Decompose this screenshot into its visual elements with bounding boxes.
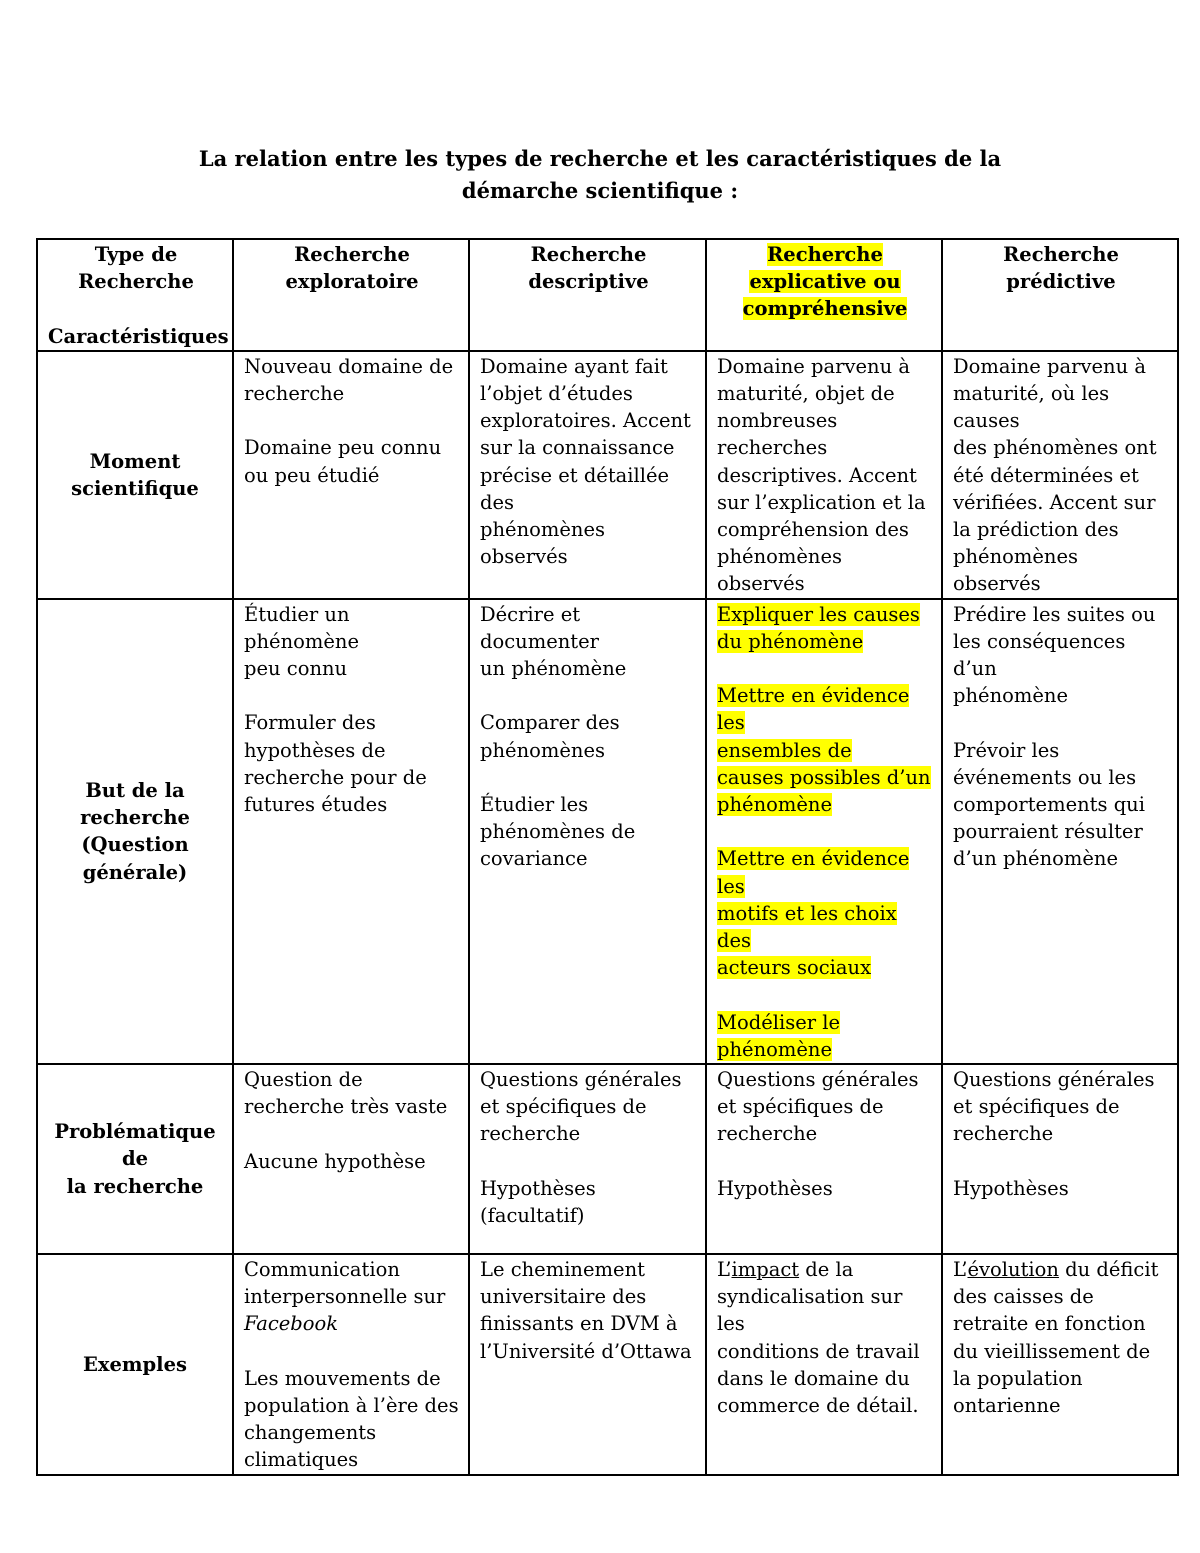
cell-line: Le cheminement bbox=[480, 1258, 645, 1282]
cell-line: covariance bbox=[480, 847, 588, 871]
column-header-descriptive bbox=[469, 239, 706, 351]
cell-but-predictive bbox=[942, 599, 1178, 1064]
row-label-line: Problématique bbox=[54, 1120, 216, 1144]
cell-line: phénomènes observés bbox=[480, 518, 606, 569]
cell-line: syndicalisation sur les bbox=[717, 1285, 903, 1336]
highlighted-line: motifs et les choix des bbox=[717, 901, 897, 953]
cell-text: de la bbox=[799, 1258, 854, 1282]
cell-line: phénomène bbox=[953, 684, 1069, 708]
cell-line: pourraient résulter bbox=[953, 820, 1143, 844]
cell-line: été déterminées et bbox=[953, 463, 1139, 487]
cell-line: futures études bbox=[244, 793, 388, 817]
corner-recherche: Recherche bbox=[78, 270, 194, 294]
cell-exemples-exploratoire bbox=[233, 1254, 469, 1475]
cell-problematique-exploratoire bbox=[233, 1064, 469, 1254]
cell-line: la population bbox=[953, 1366, 1083, 1390]
highlighted-line: phénomène bbox=[717, 793, 833, 817]
highlighted-line: Expliquer les causes bbox=[717, 602, 920, 626]
cell-line: vérifiées. Accent sur bbox=[953, 490, 1156, 514]
highlighted-line: ensembles de bbox=[717, 738, 852, 762]
column-header-line: descriptive bbox=[528, 270, 649, 294]
cell-but-descriptive bbox=[469, 599, 706, 1064]
cell-moment-exploratoire bbox=[233, 351, 469, 599]
cell-line: Prévoir les bbox=[953, 738, 1060, 762]
cell-problematique-predictive bbox=[942, 1064, 1178, 1254]
row-label-line: de bbox=[121, 1147, 149, 1171]
row-label-line: scientifique bbox=[71, 476, 199, 500]
cell-line: recherche pour de bbox=[244, 765, 427, 789]
cell-line: l’objet d’études bbox=[480, 382, 633, 405]
cell-problematique-descriptive bbox=[469, 1064, 706, 1254]
cell-exemples-descriptive bbox=[469, 1254, 706, 1475]
cell-line: un phénomène bbox=[480, 657, 627, 681]
cell-line: maturité, où les causes bbox=[953, 382, 1110, 433]
cell-line: phénomènes bbox=[480, 738, 606, 762]
row-label-line: But de la bbox=[85, 778, 185, 802]
cell-line: recherche bbox=[953, 1122, 1054, 1146]
cell-line: des caisses de bbox=[953, 1285, 1094, 1309]
cell-line: peu connu bbox=[244, 657, 348, 681]
italic-facebook: Facebook bbox=[244, 1312, 339, 1336]
cell-line: Les mouvements de bbox=[244, 1366, 441, 1390]
cell-text: L’ bbox=[717, 1258, 732, 1282]
title-line-2: démarche scientifique : bbox=[461, 178, 739, 203]
row-label-but bbox=[37, 599, 233, 1064]
column-header-line: Recherche prédictive bbox=[1003, 243, 1119, 294]
cell-line: phénomènes observés bbox=[717, 545, 843, 596]
highlighted-line: Mettre en évidence les bbox=[717, 847, 910, 898]
cell-line: (facultatif) bbox=[480, 1204, 585, 1228]
row-problematique bbox=[37, 1064, 1178, 1254]
cell-line: compréhension des bbox=[717, 518, 909, 542]
row-label-line: recherche bbox=[80, 806, 190, 830]
cell-line: Formuler des bbox=[244, 711, 376, 735]
cell-line: phénomènes observés bbox=[953, 545, 1079, 596]
cell-line: descriptives. Accent bbox=[717, 463, 917, 487]
cell-problematique-explicative bbox=[706, 1064, 942, 1254]
cell-line: sur l’explication et la bbox=[717, 490, 926, 514]
cell-line: Communication bbox=[244, 1258, 400, 1282]
cell-line: Hypothèses bbox=[717, 1176, 833, 1200]
column-header-line: Recherche bbox=[530, 243, 647, 266]
cell-line: hypothèses de bbox=[244, 738, 386, 762]
cell-line: universitaire des bbox=[480, 1285, 647, 1309]
highlighted-line: Modéliser le bbox=[717, 1010, 841, 1034]
cell-line: Hypothèses bbox=[480, 1176, 596, 1200]
cell-line: Étudier les bbox=[480, 793, 589, 817]
cell-line: retraite en fonction bbox=[953, 1312, 1146, 1336]
cell-line: recherches bbox=[717, 436, 828, 460]
column-header-line: explicative ou bbox=[749, 270, 901, 294]
cell-exemples-explicative bbox=[706, 1254, 942, 1475]
cell-but-exploratoire bbox=[233, 599, 469, 1064]
column-header-line: exploratoire bbox=[285, 270, 419, 294]
cell-line: la prédiction des bbox=[953, 518, 1119, 542]
cell-line: exploratoires. Accent bbox=[480, 409, 691, 433]
row-label-moment bbox=[37, 351, 233, 599]
cell-line: et spécifiques de bbox=[953, 1095, 1120, 1119]
cell-line: recherche bbox=[244, 382, 345, 405]
cell-moment-descriptive bbox=[469, 351, 706, 599]
cell-line: du vieillissement de bbox=[953, 1339, 1151, 1363]
highlighted-line: Mettre en évidence les bbox=[717, 684, 910, 735]
cell-line: Questions générales bbox=[717, 1068, 919, 1092]
cell-line: nombreuses bbox=[717, 409, 838, 433]
column-header-explicative bbox=[706, 239, 942, 351]
title-line-1: La relation entre les types de recherche et les caractéristiques de la bbox=[198, 146, 1002, 171]
cell-line: événements ou les bbox=[953, 765, 1137, 789]
cell-line: Étudier un phénomène bbox=[244, 602, 360, 653]
cell-line: ou peu étudié bbox=[244, 463, 380, 487]
cell-line: l’Université d’Ottawa bbox=[480, 1339, 692, 1363]
cell-line: Questions générales bbox=[480, 1068, 682, 1092]
cell-text: L’ bbox=[953, 1258, 968, 1282]
column-header-predictive bbox=[942, 239, 1178, 351]
column-header-line: compréhensive bbox=[742, 297, 908, 321]
cell-line: recherche bbox=[480, 1122, 581, 1146]
row-label-exemples bbox=[37, 1254, 233, 1475]
row-but-de-la-recherche bbox=[37, 599, 1178, 1064]
cell-line: sur la connaissance bbox=[480, 436, 675, 460]
cell-line: interpersonnelle sur bbox=[244, 1285, 446, 1309]
cell-moment-explicative bbox=[706, 351, 942, 599]
row-label-line: Moment bbox=[89, 449, 181, 473]
column-header-line: Recherche bbox=[767, 243, 883, 266]
cell-line: maturité, objet de bbox=[717, 382, 895, 405]
cell-line: d’un phénomène bbox=[953, 847, 1119, 871]
row-label-line: Exemples bbox=[83, 1352, 187, 1376]
row-label-line: la recherche bbox=[66, 1174, 204, 1198]
cell-line: Domaine parvenu à bbox=[953, 354, 1146, 378]
cell-line: recherche bbox=[717, 1122, 818, 1146]
cell-line: phénomènes de bbox=[480, 820, 636, 844]
document-title bbox=[0, 143, 1200, 207]
cell-line: conditions de travail bbox=[717, 1339, 920, 1363]
highlighted-line: acteurs sociaux bbox=[717, 956, 872, 980]
cell-line: dans le domaine du bbox=[717, 1366, 910, 1390]
row-label-line: générale) bbox=[82, 860, 188, 884]
cell-moment-predictive bbox=[942, 351, 1178, 599]
corner-type-de: Type de bbox=[94, 243, 178, 266]
cell-line: commerce de détail. bbox=[717, 1394, 919, 1418]
corner-caracteristiques: Caractéristiques bbox=[48, 324, 229, 348]
highlighted-line: phénomène bbox=[717, 1037, 833, 1061]
column-header-exploratoire bbox=[233, 239, 469, 351]
cell-line: Domaine ayant fait bbox=[480, 354, 668, 378]
cell-line: Domaine parvenu à bbox=[717, 354, 910, 378]
cell-but-explicative bbox=[706, 599, 942, 1064]
cell-line: finissants en DVM à bbox=[480, 1312, 678, 1336]
cell-exemples-predictive bbox=[942, 1254, 1178, 1475]
research-types-table bbox=[36, 238, 1179, 1476]
row-exemples bbox=[37, 1254, 1178, 1475]
cell-line: Comparer des bbox=[480, 711, 620, 735]
cell-line: Décrire et documenter bbox=[480, 602, 599, 653]
cell-line: Aucune hypothèse bbox=[244, 1149, 426, 1173]
cell-line: Nouveau domaine de bbox=[244, 354, 454, 378]
highlighted-line: du phénomène bbox=[717, 629, 864, 653]
cell-line: Domaine peu connu bbox=[244, 436, 442, 460]
cell-line: et spécifiques de bbox=[480, 1095, 647, 1119]
cell-line: population à l’ère des bbox=[244, 1394, 459, 1418]
cell-line: des phénomènes ont bbox=[953, 436, 1157, 460]
cell-line: Questions générales bbox=[953, 1068, 1155, 1092]
cell-line: climatiques bbox=[244, 1448, 359, 1472]
row-label-problematique bbox=[37, 1064, 233, 1254]
corner-cell bbox=[37, 239, 233, 351]
highlighted-line: causes possibles d’un bbox=[717, 765, 931, 789]
cell-line: Question de bbox=[244, 1068, 363, 1092]
cell-line: précise et détaillée des bbox=[480, 463, 670, 514]
cell-text: du déficit bbox=[1058, 1258, 1159, 1282]
cell-line: les conséquences d’un bbox=[953, 629, 1126, 681]
row-moment-scientifique bbox=[37, 351, 1178, 599]
cell-line: Prédire les suites ou bbox=[953, 602, 1156, 626]
cell-line: ontarienne bbox=[953, 1394, 1061, 1418]
cell-line: Hypothèses bbox=[953, 1176, 1069, 1200]
cell-line: changements bbox=[244, 1421, 377, 1445]
column-header-line: Recherche bbox=[294, 243, 410, 266]
header-row bbox=[37, 239, 1178, 351]
cell-line: et spécifiques de bbox=[717, 1095, 884, 1119]
cell-line: comportements qui bbox=[953, 793, 1145, 817]
underlined-word: impact bbox=[731, 1258, 800, 1282]
underlined-word: évolution bbox=[967, 1258, 1059, 1282]
row-label-line: (Question bbox=[81, 833, 189, 857]
cell-line: recherche très vaste bbox=[244, 1095, 448, 1119]
